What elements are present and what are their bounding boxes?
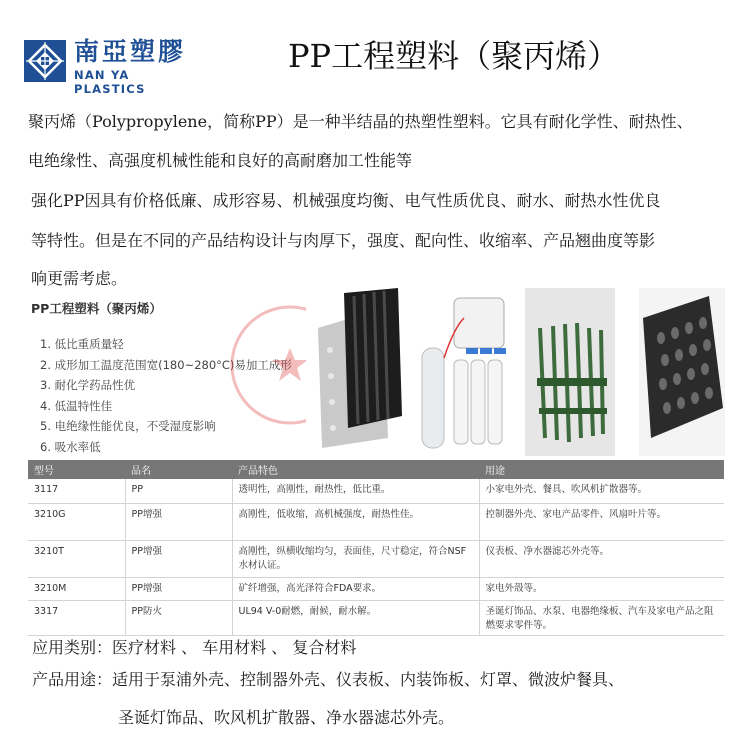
feature-item: 6. 吸水率低: [40, 439, 101, 454]
table-cell: 高刚性，纵横收缩均匀，表面佳，尺寸稳定，符合NSF水材认证。: [232, 541, 479, 578]
column-header: 品名: [125, 460, 232, 479]
table-row: [28, 541, 724, 578]
table-cell: 3210T: [28, 541, 125, 578]
company-logo: [24, 37, 204, 96]
intro-line-2: 电绝缘性、高强度机械性能和良好的高耐磨加工性能等: [28, 151, 413, 170]
feature-item: 1. 低比重质量轻: [40, 337, 124, 351]
table-cell: 小家电外壳、餐具、吹风机扩散器等。: [479, 479, 724, 504]
table-cell: PP: [125, 479, 232, 504]
table-cell: 仪表板、净水器滤芯外壳等。: [479, 541, 724, 578]
intro-line-4: 等特性。但是在不同的产品结构设计与肉厚下，强度、配向性、收缩率、产品翘曲度等影: [31, 231, 656, 250]
product-photo-honeycomb: [639, 288, 725, 456]
table-cell: 高刚性，低收缩，高机械强度，耐热性佳。: [232, 504, 479, 541]
page-title: PP工程塑料（聚丙烯）: [288, 37, 620, 75]
table-row: [28, 578, 724, 601]
feature-item: 2. 成形加工温度范围宽(180~280°C)易加工成形: [40, 357, 292, 372]
table-row: [28, 479, 724, 504]
product-uses-line-2: 圣诞灯饰品、吹风机扩散器、净水器滤芯外壳。: [118, 708, 455, 727]
product-uses-line-1: 产品用途：适用于泵浦外壳、控制器外壳、仪表板、内装饰板、灯罩、微波炉餐具、: [32, 670, 625, 689]
table-row: [28, 504, 724, 541]
product-photo-grille: [306, 288, 406, 456]
column-header: 产品特色: [232, 460, 479, 479]
table-cell: 矿纤增强，高光泽符合FDA要求。: [232, 578, 479, 601]
table-cell: 圣诞灯饰品、水泵、电器绝缘板、汽车及家电产品之阻燃要求零件等。: [479, 601, 724, 636]
intro-line-3: 强化PP因具有价格低廉、成形容易、机械强度均衡、电气性质优良、耐水、耐热水性优良: [31, 191, 661, 210]
application-categories: 应用类别：医疗材料 、 车用材料 、 复合材料: [32, 638, 357, 657]
column-header: 型号: [28, 460, 125, 479]
column-header: 用途: [479, 460, 724, 479]
product-photo-cable-harness: [525, 288, 615, 456]
feature-item: 5. 电绝缘性能优良，不受湿度影响: [40, 419, 216, 434]
table-cell: 家电外殼等。: [479, 578, 724, 601]
table-cell: UL94 V-0耐燃，耐候，耐水解。: [232, 601, 479, 636]
table-cell: PP增强: [125, 578, 232, 601]
feature-item: 3. 耐化学药品性优: [40, 378, 136, 393]
table-cell: PP增强: [125, 541, 232, 578]
spec-table: [28, 460, 724, 636]
table-row: [28, 601, 724, 636]
features-title: PP工程塑料（聚丙烯）: [31, 301, 162, 316]
table-header-row: [28, 460, 724, 479]
nanya-logo-icon: [24, 40, 66, 82]
table-cell: 控制器外壳、家电产品零件、风扇叶片等。: [479, 504, 724, 541]
table-cell: PP防火: [125, 601, 232, 636]
table-cell: 透明性，高刚性，耐热性，低比重。: [232, 479, 479, 504]
intro-line-5: 响更需考虑。: [31, 269, 128, 288]
table-cell: 3117: [28, 479, 125, 504]
table-cell: PP增强: [125, 504, 232, 541]
product-photo-water-purifier: [414, 288, 514, 456]
table-cell: 3317: [28, 601, 125, 636]
feature-item: 4. 低温特性佳: [40, 398, 113, 413]
logo-chinese-name: 南亞塑膠: [74, 37, 187, 66]
logo-english-name: NAN YA PLASTICS: [74, 68, 146, 96]
table-cell: 3210M: [28, 578, 125, 601]
table-cell: 3210G: [28, 504, 125, 541]
intro-line-1: 聚丙烯（Polypropylene，简称PP）是一种半结晶的热塑性塑料。它具有耐化学性、耐热性、: [28, 112, 693, 131]
